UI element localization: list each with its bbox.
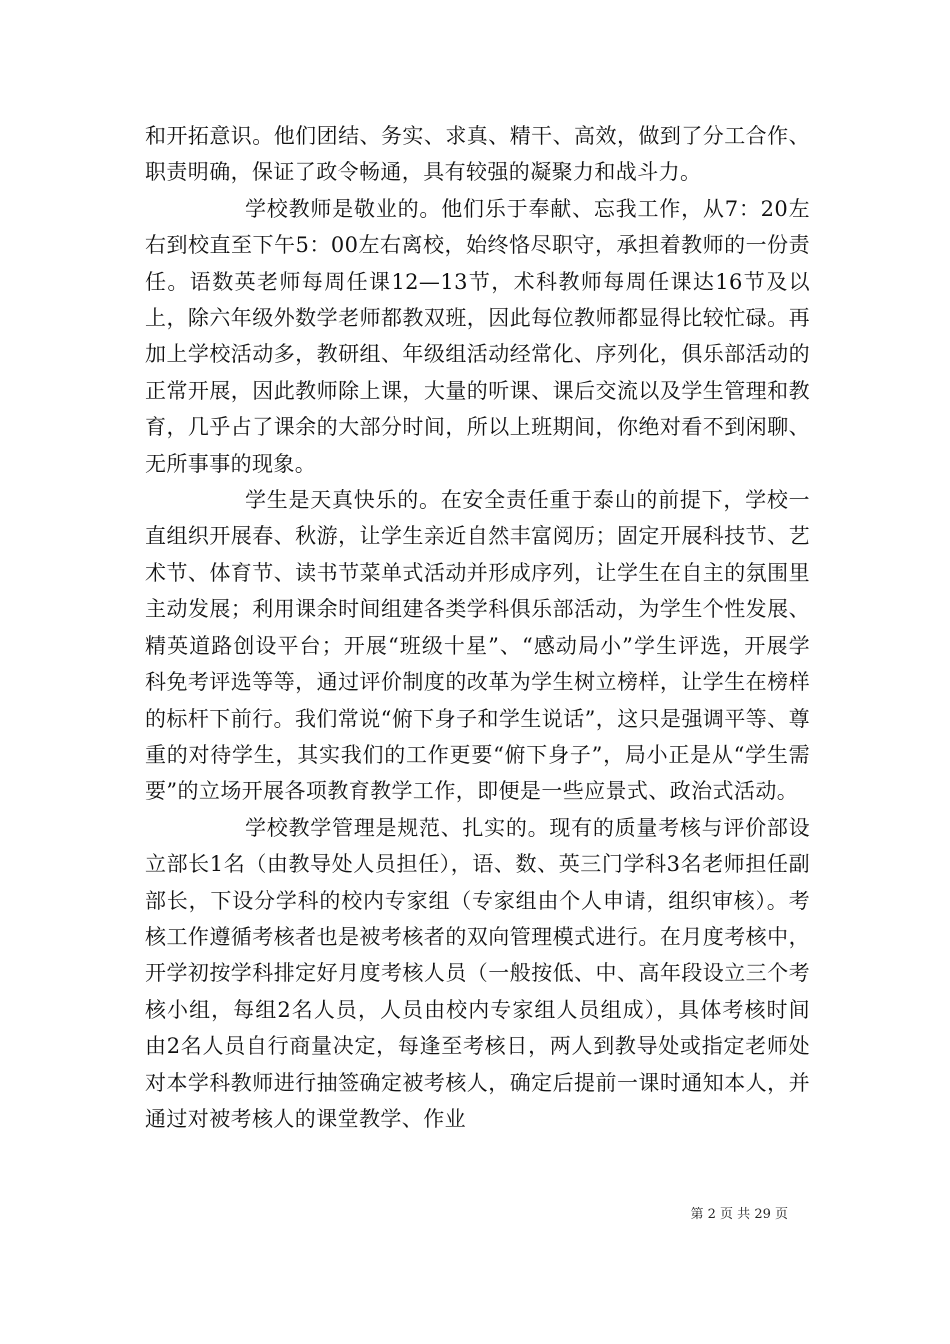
page-number: 第 2 页 共 29 页 [690,1207,788,1222]
paragraph-continuation: 和开拓意识。他们团结、务实、求真、精干、高效，做到了分工合作、职责明确，保证了政令畅通，具有较强的凝聚力和战斗力。 [145,124,810,185]
paragraph-teachers: 学校教师是敬业的。他们乐于奉献、忘我工作，从7：20左右到校直至下午5：00左右离校，始终恪尽职守，承担着教师的一份责任。语数英老师每周任课12—13节，术科教师每周任课达16节及以上，除六年级外数学老师都教双班，因此每位教师都显得比较忙碌。再加上学校活动多，教研组、年级组活动经常化、序列化，俱乐部活动的正常开展，因此教师除上课，大量的听课、课后交流以及学生管理和教育，几乎占了课余的大部分时间，所以上班期间，你绝对看不到闲聊、无所事事的现象。 [145,196,810,476]
paragraph-students: 学生是天真快乐的。在安全责任重于泰山的前提下，学校一直组织开展春、秋游，让学生亲近自然丰富阅历；固定开展科技节、艺术节、体育节、读书节菜单式活动并形成序列，让学生在自主的氛围里主动发展；利用课余时间组建各类学科俱乐部活动，为学生个性发展、精英道路创设平台；开展“班级十星”、“感动局小”学生评选，开展学科免考评选等等，通过评价制度的改革为学生树立榜样，让学生在榜样的标杆下前行。我们常说“俯下身子和学生说话”，这只是强调平等、尊重的对待学生，其实我们的工作更要“俯下身子”，局小正是从“学生需要”的立场开展各项教育教学工作，即便是一些应景式、政治式活动。 [145,488,810,804]
document-body [145,118,810,1137]
paragraph-teaching-management: 学校教学管理是规范、扎实的。现有的质量考核与评价部设立部长1名（由教导处人员担任），语、数、英三门学科3名老师担任副部长，下设分学科的校内专家组（专家组由个人申请，组织审核）。考核工作遵循考核者也是被考核者的双向管理模式进行。在月度考核中，开学初按学科排定好月度考核人员（一般按低、中、高年段设立三个考核小组，每组2名人员，人员由校内专家组人员组成），具体考核时间由2名人员自行商量决定，每逢至考核日，两人到教导处或指定老师处对本学科教师进行抽签确定被考核人，确定后提前一课时通知本人，并通过对被考核人的课堂教学、作业 [145,815,810,1131]
